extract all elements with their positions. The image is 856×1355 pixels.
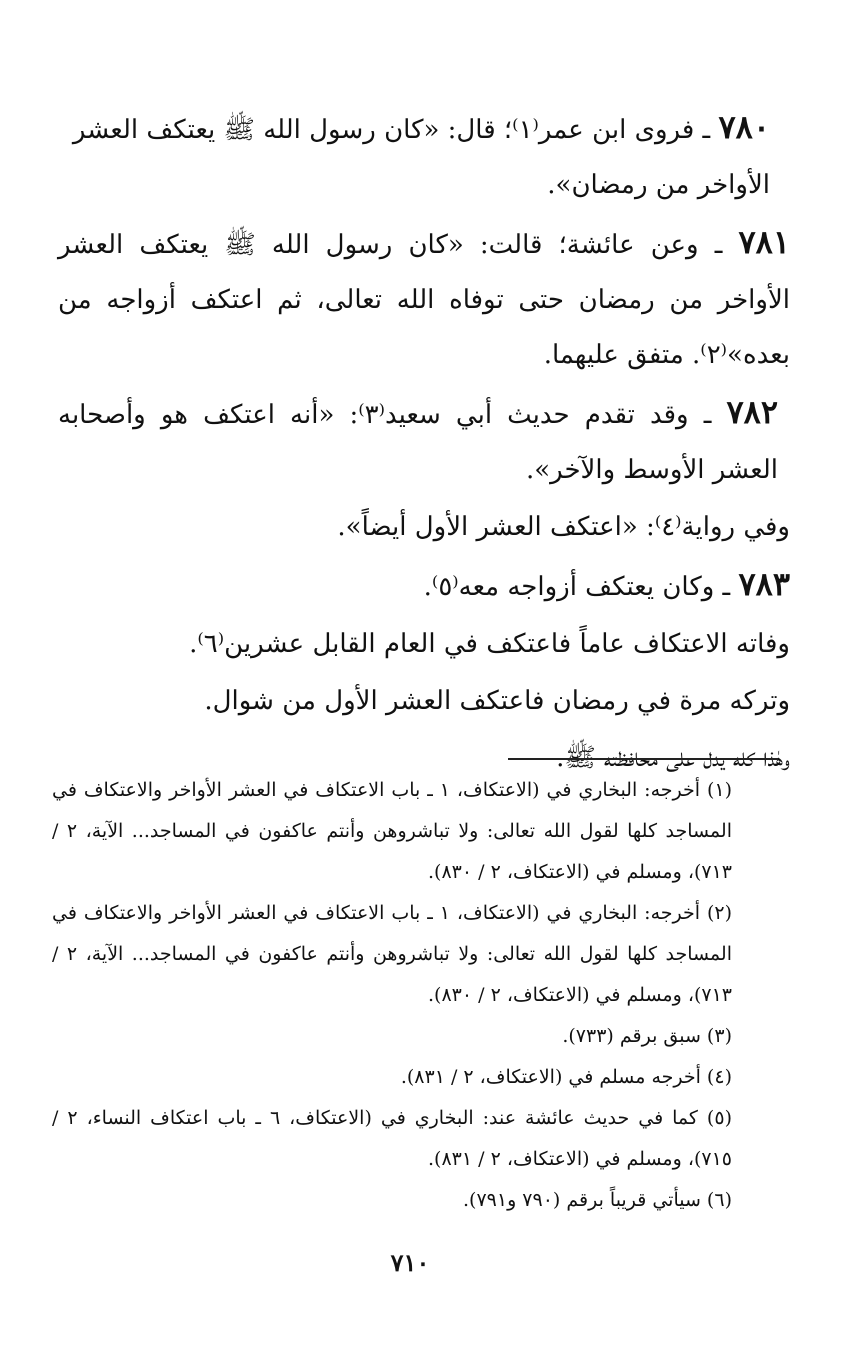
paragraph-780 <box>58 100 790 213</box>
footnote-3: (٣) سبق برقم (٧٣٣). <box>562 1025 732 1047</box>
paragraph-text: وفي رواية⁽٤⁾: «اعتكف العشر الأول أيضاً». <box>337 512 790 542</box>
paragraph-tarakah <box>58 674 790 729</box>
hadith-number: ٧٨٣ <box>738 565 790 603</box>
paragraph-text: وتركه مرة في رمضان فاعتكف العشر الأول من شوال. <box>204 686 790 716</box>
paragraph-text: ـ وقد تقدم حديث أبي سعيد⁽٣⁾: «أنه اعتكف هو وأصحابه العشر الأوسط والآخر». <box>58 400 778 485</box>
paragraph-text: ـ وعن عائشة؛ قالت: «كان رسول الله ﷺ يعتكف العشر الأواخر من رمضان حتى توفاه الله تعالى، ثم اعتكف أزواجه من بعده»⁽٢⁾. متفق عليهما. <box>58 230 790 370</box>
footnote-divider <box>508 758 778 760</box>
paragraph-text: وفاته الاعتكاف عاماً فاعتكف في العام القابل عشرين⁽٦⁾. <box>189 629 790 659</box>
hadith-number: ٧٨٢ <box>726 393 779 431</box>
footnote-4: (٤) أخرجه مسلم في (الاعتكاف، ٢ / ٨٣١). <box>400 1066 732 1088</box>
footnote-2: (٢) أخرجه: البخاري في (الاعتكاف، ١ ـ باب الاعتكاف في العشر الأواخر والاعتكاف في المساجد كلها لقول الله تعالى: ولا تباشروهن وأنتم عاكفون في المساجد... الآية، ٢ / ٧١٣)، ومسلم في (الاعتكاف، ٢ / ٨٣٠). <box>52 902 732 1006</box>
footnote-5: (٥) كما في حديث عائشة عند: البخاري في (الاعتكاف، ٦ ـ باب اعتكاف النساء، ٢ / ٧١٥)، ومسلم في (الاعتكاف، ٢ / ٨٣١). <box>52 1107 732 1170</box>
page-number: ٧١٠ <box>390 1248 430 1277</box>
paragraph-text: ـ وكان يعتكف أزواجه معه⁽٥⁾. <box>423 572 731 602</box>
paragraph-fatah <box>58 617 790 672</box>
footnotes <box>52 770 790 1221</box>
hadith-number: ٧٨١ <box>738 223 791 261</box>
paragraph-text: وهٰذا كله يدل على محافظته ﷺ. <box>556 743 790 773</box>
main-text <box>58 100 790 788</box>
paragraph-riwaya <box>58 500 790 555</box>
paragraph-text: ـ فروى ابن عمر⁽١⁾؛ قال: «كان رسول الله ﷺ يعتكف العشر <box>72 115 711 145</box>
paragraph-782 <box>58 385 790 498</box>
paragraph-783 <box>58 557 790 615</box>
paragraph-text: الأواخر من رمضان». <box>547 170 770 200</box>
footnote-6: (٦) سيأتي قريباً برقم (٧٩٠ و٧٩١). <box>463 1189 732 1211</box>
paragraph-781 <box>58 215 790 383</box>
footnote-1: (١) أخرجه: البخاري في (الاعتكاف، ١ ـ باب الاعتكاف في العشر الأواخر والاعتكاف في المساجد كلها لقول الله تعالى: ولا تباشروهن وأنتم عاكفون في المساجد... الآية، ٢ / ٧١٣)، ومسلم في (الاعتكاف، ٢ / ٨٣٠). <box>52 779 732 883</box>
hadith-number: ٧٨٠ <box>718 108 770 146</box>
